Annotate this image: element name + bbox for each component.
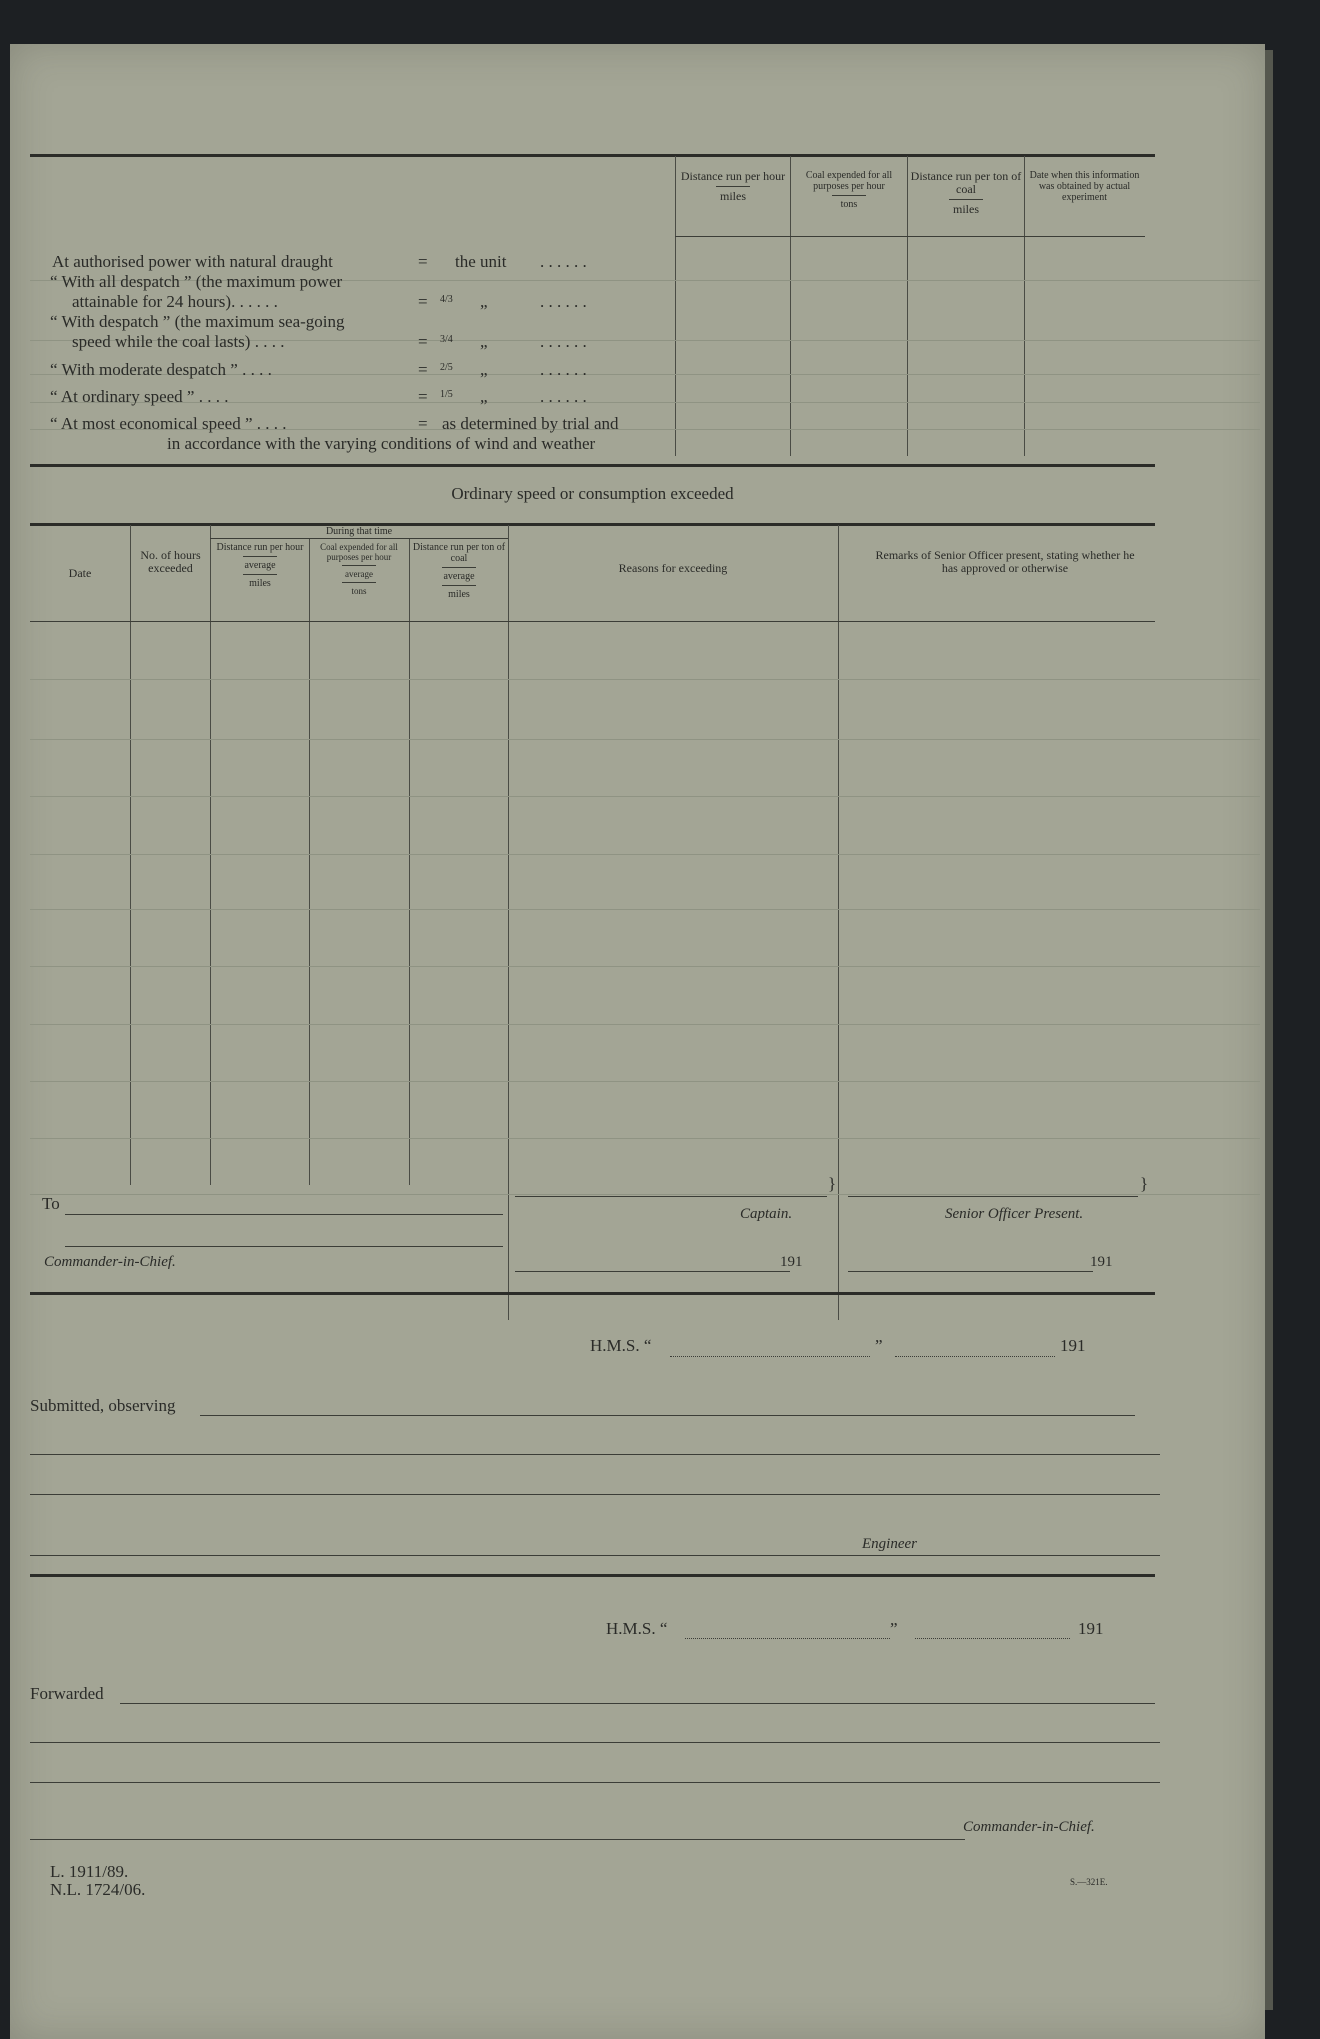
speed-row-eq: = bbox=[418, 360, 428, 379]
speed-row-fraction: 4/3 bbox=[440, 294, 453, 305]
during-rule bbox=[210, 538, 508, 539]
forwarded-line bbox=[120, 1703, 1155, 1704]
header-average: average bbox=[443, 571, 475, 582]
row-line bbox=[30, 679, 1260, 680]
speed-row-eq: = bbox=[418, 414, 428, 433]
speed-row-label: “ With all despatch ” (the maximum power bbox=[50, 272, 343, 291]
col-divider bbox=[409, 539, 410, 1185]
senior-sign-line bbox=[848, 1196, 1138, 1197]
date-line bbox=[915, 1638, 1070, 1639]
row-line bbox=[30, 854, 1260, 855]
unit-miles: miles bbox=[720, 189, 746, 203]
to-line-2 bbox=[65, 1246, 503, 1247]
speed-row-fraction: 1/5 bbox=[440, 389, 453, 400]
table-top-rule bbox=[30, 523, 1155, 526]
speed-row-eq: = bbox=[418, 387, 428, 406]
date-line bbox=[895, 1356, 1055, 1357]
to-label: To bbox=[42, 1194, 60, 1213]
commander-in-chief-label: Commander-in-Chief. bbox=[963, 1819, 1095, 1835]
header-coal-per-hour bbox=[793, 170, 905, 210]
speed-row-label-cont: in accordance with the varying conditions of wind and weather bbox=[167, 434, 596, 453]
engineer-label: Engineer bbox=[862, 1536, 917, 1552]
brace: } bbox=[828, 1174, 837, 1193]
speed-row-dots: . . . . . . bbox=[540, 332, 587, 351]
col-divider bbox=[309, 539, 310, 1185]
header-during-that-time: During that time bbox=[325, 526, 393, 537]
header-coal-per-hour bbox=[311, 542, 407, 596]
speed-row-eq: = bbox=[418, 332, 428, 351]
header-date: Date bbox=[68, 566, 92, 580]
speed-row-fraction: 2/5 bbox=[440, 362, 453, 373]
top-rule bbox=[30, 154, 1155, 157]
header-text: Distance run per hour bbox=[680, 169, 786, 183]
hms-close-quote: ” bbox=[875, 1336, 883, 1355]
submitted-label: Submitted, observing bbox=[30, 1396, 176, 1415]
row-line bbox=[30, 1138, 1260, 1139]
header-distance-per-ton bbox=[411, 542, 507, 600]
page-edge bbox=[1265, 50, 1273, 2010]
speed-row-label-cont: attainable for 24 hours). . . . . . bbox=[72, 292, 278, 311]
unit-miles: miles bbox=[448, 589, 470, 600]
speed-row-dots: . . . . . . bbox=[540, 292, 587, 311]
speed-row-dots: . . . . . . bbox=[540, 387, 587, 406]
reference-2: N.L. 1724/06. bbox=[50, 1880, 146, 1899]
hms-label: H.M.S. “ bbox=[590, 1336, 652, 1355]
ship-name-line bbox=[670, 1356, 870, 1357]
col-divider bbox=[210, 525, 211, 1185]
header-text: Distance run per ton of coal bbox=[412, 542, 506, 564]
header-distance-per-hour bbox=[678, 170, 788, 203]
row-line bbox=[30, 909, 1260, 910]
captain-sign-line bbox=[515, 1196, 827, 1197]
col-divider bbox=[675, 156, 676, 456]
section-rule bbox=[30, 464, 1155, 467]
speed-row-label: “ At most economical speed ” . . . . bbox=[50, 414, 287, 433]
section-rule bbox=[30, 1292, 1155, 1295]
commander-line bbox=[30, 1839, 965, 1840]
unit-tons: tons bbox=[840, 199, 858, 210]
forwarded-label: Forwarded bbox=[30, 1684, 104, 1703]
row-line bbox=[30, 1081, 1260, 1082]
header-remarks: Remarks of Senior Officer present, stating whether he has approved or otherwise bbox=[875, 548, 1135, 575]
senior-year: 191 bbox=[1090, 1254, 1113, 1270]
ship-name-line bbox=[685, 1638, 890, 1639]
forwarded-line bbox=[30, 1742, 1160, 1743]
hms-year: 191 bbox=[1060, 1336, 1086, 1355]
commander-in-chief-label: Commander-in-Chief. bbox=[44, 1254, 176, 1270]
captain-date-line bbox=[515, 1271, 790, 1272]
speed-row-value: the unit bbox=[455, 252, 507, 271]
header-text: Coal expended for all purposes per hour bbox=[805, 170, 893, 192]
header-reasons: Reasons for exceeding bbox=[618, 561, 728, 575]
reference-1: L. 1911/89. bbox=[50, 1862, 129, 1881]
observing-line bbox=[30, 1494, 1160, 1495]
speed-row-value: as determined by trial and bbox=[442, 414, 619, 433]
captain-year: 191 bbox=[780, 1254, 803, 1270]
row-line bbox=[30, 966, 1260, 967]
header-distance-per-hour bbox=[212, 542, 308, 589]
col-divider bbox=[790, 156, 791, 456]
speed-row-label: “ At ordinary speed ” . . . . bbox=[50, 387, 229, 406]
speed-row-eq: = bbox=[418, 292, 428, 311]
header-text: Distance run per ton of coal bbox=[910, 169, 1022, 196]
form-page bbox=[10, 44, 1265, 2039]
speed-row-value: „ bbox=[480, 292, 488, 311]
speed-row-value: „ bbox=[480, 332, 488, 351]
header-text: Distance run per hour bbox=[216, 542, 304, 553]
unit-miles: miles bbox=[249, 578, 271, 589]
header-bottom-rule bbox=[30, 621, 1155, 622]
speed-row-label: “ With despatch ” (the maximum sea-going bbox=[50, 312, 345, 331]
header-text: Date when this information was obtained by actual experiment bbox=[1029, 170, 1140, 203]
forwarded-line bbox=[30, 1782, 1160, 1783]
speed-row-label-cont: speed while the coal lasts) . . . . bbox=[72, 332, 285, 351]
hms-label: H.M.S. “ bbox=[606, 1619, 668, 1638]
observing-line bbox=[200, 1415, 1135, 1416]
speed-row-label: At authorised power with natural draught bbox=[52, 252, 333, 271]
observing-line bbox=[30, 1454, 1160, 1455]
row-line bbox=[30, 1024, 1260, 1025]
row-line bbox=[30, 796, 1260, 797]
speed-row-label: “ With moderate despatch ” . . . . bbox=[50, 360, 272, 379]
unit-miles: miles bbox=[953, 202, 979, 216]
hms-year: 191 bbox=[1078, 1619, 1104, 1638]
col-divider bbox=[838, 525, 839, 1320]
hms-close-quote: ” bbox=[890, 1619, 898, 1638]
speed-row-fraction: 3/4 bbox=[440, 334, 453, 345]
header-rule bbox=[675, 236, 1145, 237]
form-number: S.—321E. bbox=[1070, 1877, 1108, 1887]
row-line bbox=[30, 1194, 1260, 1195]
engineer-line bbox=[30, 1555, 1160, 1556]
col-divider bbox=[907, 156, 908, 456]
captain-label: Captain. bbox=[740, 1206, 793, 1222]
speed-row-eq: = bbox=[418, 252, 428, 271]
row-line bbox=[30, 739, 1260, 740]
senior-officer-label: Senior Officer Present. bbox=[945, 1206, 1084, 1222]
exceeded-title: Ordinary speed or consumption exceeded bbox=[451, 484, 734, 503]
header-date-obtained bbox=[1027, 170, 1142, 203]
header-average: average bbox=[244, 560, 276, 571]
col-divider bbox=[130, 525, 131, 1185]
header-hours-exceeded: No. of hours exceeded bbox=[140, 548, 201, 575]
col-divider bbox=[508, 525, 509, 1320]
col-divider bbox=[1024, 156, 1025, 456]
header-text: Coal expended for all purposes per hour bbox=[320, 542, 398, 562]
brace: } bbox=[1140, 1174, 1149, 1193]
speed-row-value: „ bbox=[480, 360, 488, 379]
speed-row-dots: . . . . . . bbox=[540, 360, 587, 379]
section-rule bbox=[30, 1574, 1155, 1577]
header-average: average bbox=[345, 569, 373, 579]
unit-tons: tons bbox=[351, 586, 367, 596]
header-distance-per-ton bbox=[910, 170, 1022, 216]
to-line bbox=[65, 1214, 503, 1215]
speed-row-dots: . . . . . . bbox=[540, 252, 587, 271]
senior-date-line bbox=[848, 1271, 1093, 1272]
speed-row-value: „ bbox=[480, 387, 488, 406]
